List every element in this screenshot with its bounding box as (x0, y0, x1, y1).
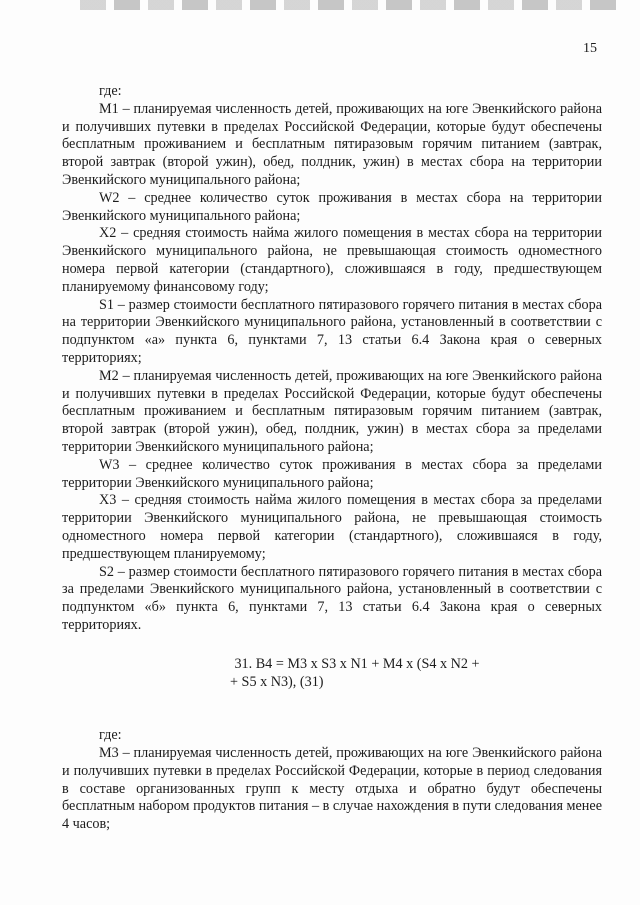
scan-edge-artifact (80, 0, 620, 10)
formula-line-1: 31. B4 = M3 x S3 x N1 + M4 x (S4 x N2 + (234, 655, 480, 672)
definition-s1: S1 – размер стоимости бесплатного пятиразового горячего питания в местах сбора на территории Эвенкийского муниципального района, установленный в соответствии с подпунктом «а» пункта 6, пунктами 7, 13 статьи 6.4 Закона края о северных территориях; (62, 296, 602, 366)
formula-line-2: + S5 x N3), (31) (230, 673, 324, 690)
definition-m2: M2 – планируемая численность детей, проживающих на юге Эвенкийского района и получивших путевки в пределах Российской Федерации, которые будут обеспечены бесплатным проживанием и бесплатным пятиразовым горячим питанием (завтрак, второй завтрак (второй ужин), обед, полдник, ужин) в местах сбора за пределами территории Эвенкийского муниципального района; (62, 367, 602, 455)
definition-x3: X3 – средняя стоимость найма жилого помещения в местах сбора за пределами территории Эвенкийского муниципального района, не превышающая стоимость одноместного номера первой категории (стандартного), сложившаяся в году, предшествующем планируемому; (62, 492, 602, 562)
where-label: где: (99, 83, 122, 99)
definition-m1: M1 – планируемая численность детей, проживающих на юге Эвенкийского района и получивших путевки в пределах Российской Федерации, которые будут обеспечены бесплатным проживанием и бесплатным пятиразовым горячим питанием (завтрак, второй завтрак (второй ужин), обед, полдник, ужин) в местах сбора на территории Эвенкийского муниципального района; (62, 100, 602, 188)
where-label-2: где: (99, 727, 122, 744)
definition-m3: M3 – планируемая численность детей, проживающих на юге Эвенкийского района и получивших путевки в пределах Российской Федерации, которые в период следования в составе организованных групп к месту отдыха и обратно будут обеспечены бесплатным набором продуктов питания – в случае нахождения в пути следования менее 4 часов; (62, 745, 602, 833)
formula-block (62, 656, 602, 692)
document-body (62, 83, 602, 834)
spacer (62, 691, 602, 727)
definition-x2: X2 – средняя стоимость найма жилого помещения в местах сбора на территории Эвенкийского муниципального района, не превышающая стоимость одноместного номера первой категории (стандартного), сложившаяся в году, предшествующем планируемому финансовому году; (62, 225, 602, 295)
definition-s2: S2 – размер стоимости бесплатного пятиразового горячего питания в местах сбора за пределами Эвенкийского муниципального района, установленный в соответствии с подпунктом «б» пункта 6, пунктами 7, 13 статьи 6.4 Закона края о северных территориях. (62, 563, 602, 633)
spacer (62, 635, 602, 656)
definition-w3: W3 – среднее количество суток проживания в местах сбора за пределами территории Эвенкийского муниципального района; (62, 456, 602, 491)
page-number: 15 (583, 41, 597, 56)
definition-w2: W2 – среднее количество суток проживания в местах сбора на территории Эвенкийского муниципального района; (62, 189, 602, 224)
